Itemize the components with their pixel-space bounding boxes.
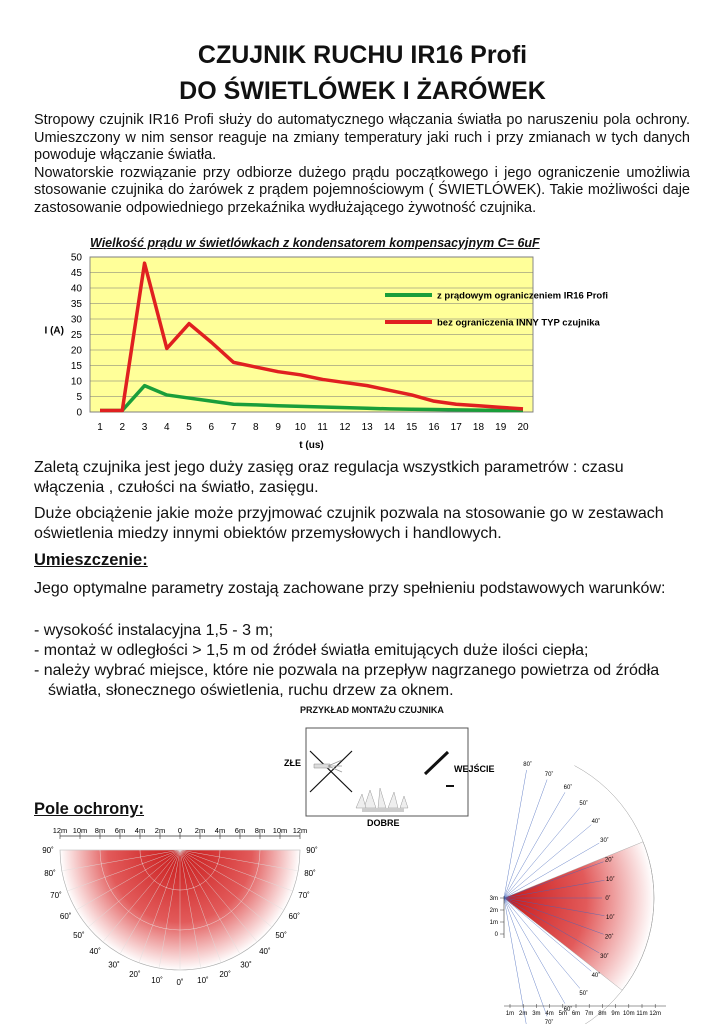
legend-label: bez ograniczenia INNY TYP czujnika: [437, 317, 600, 329]
y-tick-label: 20: [70, 345, 82, 357]
angle-label: 50˚: [579, 801, 589, 808]
x-tick-label: 12: [339, 422, 351, 433]
angle-label: 70˚: [544, 1020, 554, 1024]
scale-label: 12m: [52, 826, 68, 835]
x-tick-label: 4: [164, 422, 170, 433]
x-tick-label: 20: [517, 422, 529, 433]
y-tick-label: 35: [70, 299, 82, 310]
bad-label: ZŁE: [284, 758, 301, 768]
bad-sensor-icon: [310, 751, 352, 792]
placement-text: Jego optymalne parametry zostają zachowane przy spełnieniu podstawowych warunków:: [34, 580, 666, 597]
angle-label: 40˚: [259, 947, 271, 957]
angle-label: 80˚: [304, 868, 316, 878]
y-axis-label: I (A): [44, 325, 64, 337]
angle-line: [504, 780, 547, 898]
intro-paragraph-2: Nowatorskie rozwiązanie przy odbiorze dużego prądu początkowego i jego ograniczenie umożliwia stosowanie czujnika do żarówek z prądem pojemnościowym ( ŚWIETLÓWEK). Takie możliwości daje zastosowanie odpowiedniego przekaźnika wydłużającego żywotność czujnika.: [34, 164, 690, 216]
angle-label: 50˚: [73, 930, 85, 940]
y-tick-label: 15: [70, 361, 82, 372]
angle-label: 70˚: [50, 891, 62, 901]
angle-label: 60˚: [288, 912, 301, 921]
entry-label: WEJŚCIE: [454, 764, 495, 774]
scale-label: 8m: [254, 826, 266, 835]
angle-label: 60˚: [59, 912, 72, 921]
x-tick-label: 19: [495, 422, 507, 433]
distance-label: 2m: [519, 1011, 528, 1017]
angle-label: 40˚: [591, 973, 601, 980]
height-label: 2m: [489, 908, 498, 914]
y-tick-label: 30: [70, 314, 82, 326]
page-title: CZUJNIK RUCHU IR16 Profi: [197, 41, 528, 69]
scale-label: 12m: [292, 826, 308, 835]
intro-paragraph-1: Stropowy czujnik IR16 Profi służy do automatycznego włączania światła po naruszeniu pola ochrony. Umieszczony w nim sensor reaguje na zmiany temperatury jaki ruch i przy zmianach w tych danych powoduje włączanie światła.: [34, 112, 690, 163]
scale-label: 8m: [94, 826, 106, 835]
distance-label: 8m: [598, 1011, 607, 1017]
distance-label: 10m: [622, 1011, 635, 1017]
scale-label: 6m: [114, 826, 126, 835]
y-tick-label: 10: [70, 376, 82, 388]
angle-label: 80˚: [523, 762, 532, 769]
x-tick-label: 15: [406, 422, 418, 433]
distance-label: 4m: [545, 1011, 554, 1017]
angle-label: 80˚: [44, 868, 56, 878]
angle-label: 40˚: [89, 947, 101, 957]
angle-label: 50˚: [579, 990, 589, 997]
angle-label: 60˚: [563, 1006, 573, 1013]
distance-label: 5m: [558, 1011, 567, 1017]
x-tick-label: 13: [361, 422, 373, 433]
chart-title: Wielkość prądu w świetlówkach z kondensatorem kompensacyjnym C= 6uF: [90, 236, 540, 250]
x-tick-label: 16: [428, 422, 440, 433]
angle-label: 50˚: [275, 930, 287, 940]
angle-label: 10˚: [197, 975, 209, 985]
y-tick-label: 45: [70, 268, 82, 279]
angle-label: 40˚: [591, 818, 601, 825]
y-tick-label: 0: [76, 407, 82, 419]
mounting-diagram: [270, 716, 500, 831]
angle-label: 10˚: [606, 914, 615, 921]
x-tick-label: 5: [186, 422, 192, 433]
angle-label: 0˚: [605, 896, 611, 902]
distance-label: 11m: [636, 1011, 648, 1017]
angle-label: 20˚: [129, 970, 141, 980]
y-tick-label: 50: [70, 252, 82, 264]
current-chart: [0, 250, 725, 455]
distance-label: 1m: [505, 1011, 515, 1017]
scale-label: 10m: [272, 826, 288, 835]
list-item: - montaż w odległości > 1,5 m od źródeł światła emitujących duże ilości ciepła;: [34, 642, 589, 659]
distance-label: 7m: [585, 1011, 594, 1017]
distance-label: 12m: [649, 1011, 662, 1017]
intro-text: [34, 112, 690, 217]
distance-label: 6m: [571, 1011, 581, 1017]
x-tick-label: 10: [294, 422, 306, 433]
y-tick-label: 25: [70, 330, 82, 341]
height-label: 3m: [489, 896, 498, 902]
angle-label: 20˚: [219, 970, 231, 980]
y-tick-label: 5: [76, 392, 82, 403]
scale-label: 0: [177, 826, 183, 835]
angle-label: 60˚: [563, 785, 573, 792]
paragraph-advantages: Zaletą czujnika jest jego duży zasięg oraz regulacja wszystkich parametrów : czasu włączenia , czułości na światło, zasięgu.: [34, 459, 624, 496]
scale-label: 6m: [234, 826, 246, 835]
mounting-title: PRZYKŁAD MONTAŻU CZUJNIKA: [300, 705, 444, 715]
angle-label: 30˚: [108, 960, 120, 970]
page-subtitle: DO ŚWIETLÓWEK I ŻARÓWEK: [179, 77, 546, 105]
x-axis-label: t (us): [299, 440, 324, 451]
height-label: 0: [494, 932, 498, 938]
angle-label: 90˚: [306, 846, 318, 855]
distance-label: 9m: [611, 1011, 620, 1017]
x-tick-label: 6: [208, 422, 215, 433]
angle-label: 30˚: [600, 954, 609, 960]
coverage-side-view: [478, 762, 668, 1024]
scale-label: 4m: [134, 826, 146, 835]
door-icon: [425, 752, 454, 786]
angle-label: 0˚: [176, 978, 184, 987]
list-item: - należy wybrać miejsce, które nie pozwala na przepływ nagrzanego powietrza od źródła światła, słonecznego oświetlenia, ruchu drzew za oknem.: [34, 662, 660, 699]
x-tick-label: 3: [141, 422, 148, 433]
angle-label: 90˚: [42, 846, 54, 855]
angle-label: 70˚: [544, 771, 554, 778]
angle-label: 30˚: [600, 838, 609, 844]
legend-label: z prądowym ograniczeniem IR16 Profi: [437, 290, 609, 302]
x-tick-label: 18: [472, 422, 485, 433]
x-tick-label: 8: [253, 422, 259, 433]
distance-label: 3m: [532, 1011, 541, 1017]
scale-label: 4m: [214, 826, 226, 835]
x-tick-label: 1: [97, 422, 103, 433]
angle-label: 10˚: [606, 877, 615, 884]
x-tick-label: 11: [317, 422, 328, 433]
scale-label: 2m: [194, 826, 206, 835]
angle-label: 10˚: [151, 975, 163, 985]
placement-list: [34, 621, 694, 701]
paragraph-load: Duże obciążenie jakie może przyjmować czujnik pozwala na stosowanie go w zestawach oświetlenia miedzy innymi obiektów przemysłowych i handlowych.: [34, 505, 664, 542]
good-sensor-icon: [356, 788, 408, 812]
good-label: DOBRE: [367, 818, 400, 828]
x-tick-label: 2: [119, 422, 126, 433]
x-tick-label: 17: [450, 422, 462, 433]
placement-heading: Umieszczenie:: [34, 551, 148, 569]
angle-label: 20˚: [604, 857, 614, 864]
height-label: 1m: [489, 920, 498, 926]
coverage-heading: Pole ochrony:: [34, 800, 145, 818]
angle-label: 70˚: [298, 891, 310, 901]
angle-label: 20˚: [604, 934, 614, 941]
y-tick-label: 40: [70, 283, 82, 295]
x-tick-label: 7: [230, 422, 237, 433]
x-tick-label: 9: [275, 422, 281, 433]
angle-label: 30˚: [240, 960, 252, 970]
scale-label: 2m: [154, 826, 166, 835]
scale-label: 10m: [72, 826, 88, 835]
list-item: - wysokość instalacyjna 1,5 - 3 m;: [34, 622, 274, 639]
x-tick-label: 14: [383, 422, 395, 433]
coverage-area: [504, 842, 654, 991]
coverage-top-view: [30, 826, 318, 987]
